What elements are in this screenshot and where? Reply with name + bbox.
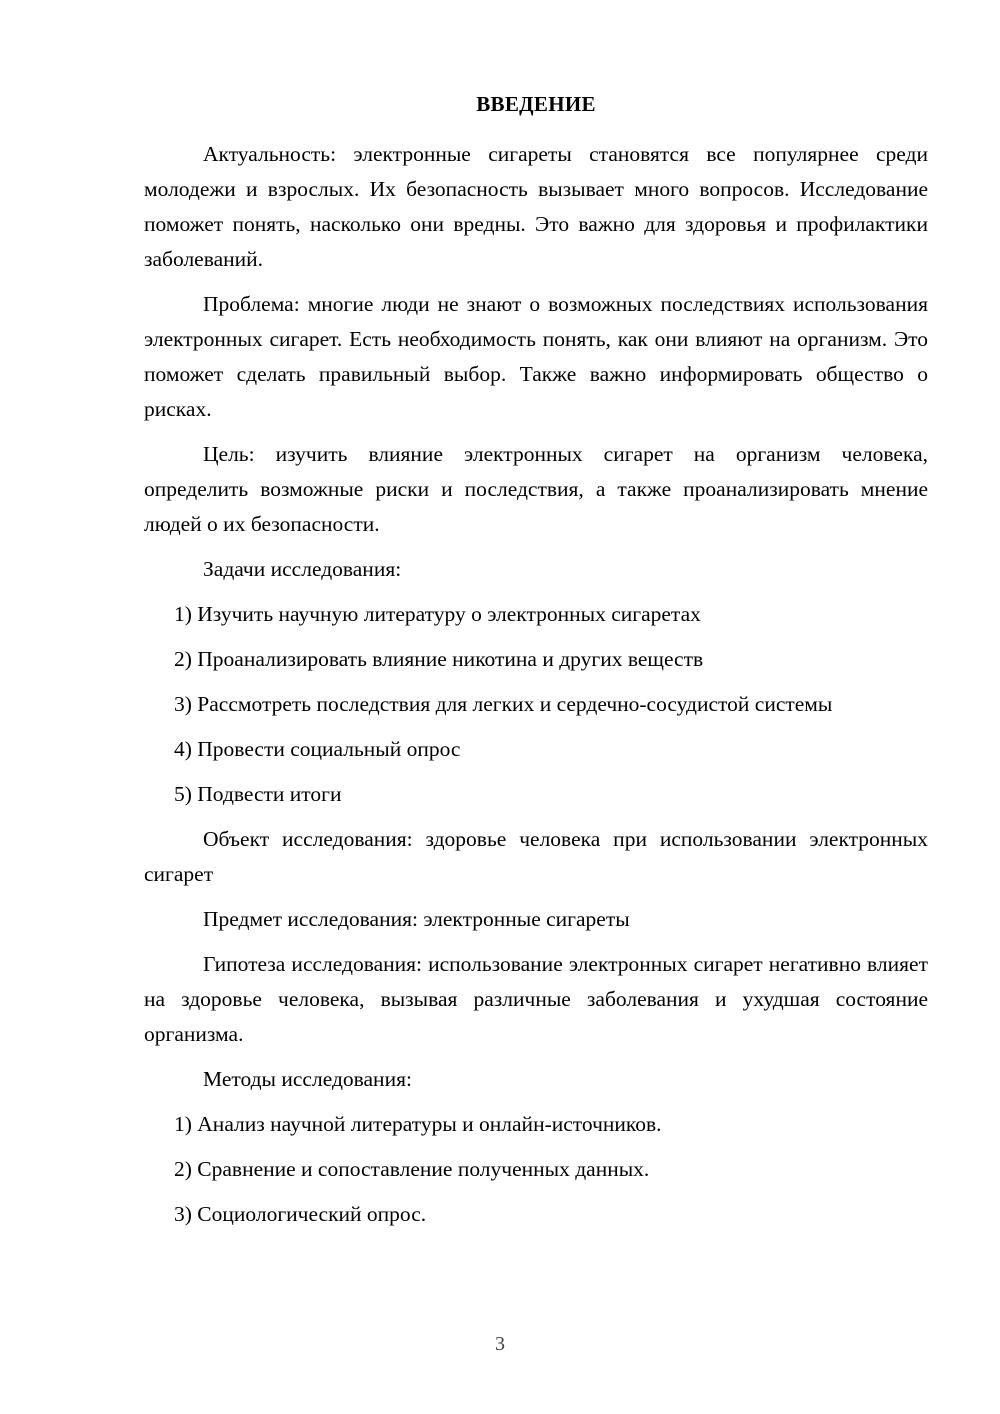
task-item: 4) Провести социальный опрос — [174, 737, 461, 761]
methods-heading: Методы исследования: — [203, 1067, 412, 1091]
page-number: 3 — [495, 1333, 505, 1355]
hypothesis-paragraph: Гипотеза исследования: использование электронных сигарет негативно влияет на здоровье человека, вызывая различные заболевания и ухудшая состояние организма. — [144, 952, 928, 1046]
method-item: 3) Социологический опрос. — [174, 1202, 427, 1226]
object-paragraph: Объект исследования: здоровье человека при использовании электронных сигарет — [144, 827, 928, 886]
tasks-heading: Задачи исследования: — [203, 557, 402, 581]
task-item: 1) Изучить научную литературу о электронных сигаретах — [174, 602, 701, 626]
problem-paragraph: Проблема: многие люди не знают о возможных последствиях использования электронных сигарет. Есть необходимость понять, как они влияют на организм. Это поможет сделать правильный выбор. Также важно информировать общество о рисках. — [144, 292, 928, 421]
task-item: 5) Подвести итоги — [174, 782, 342, 806]
method-item: 2) Сравнение и сопоставление полученных данных. — [174, 1157, 650, 1181]
method-item: 1) Анализ научной литературы и онлайн-источников. — [174, 1112, 662, 1136]
relevance-paragraph: Актуальность: электронные сигареты становятся все популярнее среди молодежи и взрослых. Их безопасность вызывает много вопросов. Исследование поможет понять, насколько они вредны. Это важно для здоровья и профилактики заболеваний. — [144, 142, 928, 271]
goal-paragraph: Цель: изучить влияние электронных сигарет на организм человека, определить возможные риски и последствия, а также проанализировать мнение людей о их безопасности. — [144, 442, 928, 536]
task-item: 2) Проанализировать влияние никотина и других веществ — [174, 647, 704, 671]
task-item: 3) Рассмотреть последствия для легких и сердечно-сосудистой системы — [174, 692, 833, 716]
page-title: ВВЕДЕНИЕ — [476, 92, 596, 116]
subject-paragraph: Предмет исследования: электронные сигареты — [203, 907, 630, 931]
